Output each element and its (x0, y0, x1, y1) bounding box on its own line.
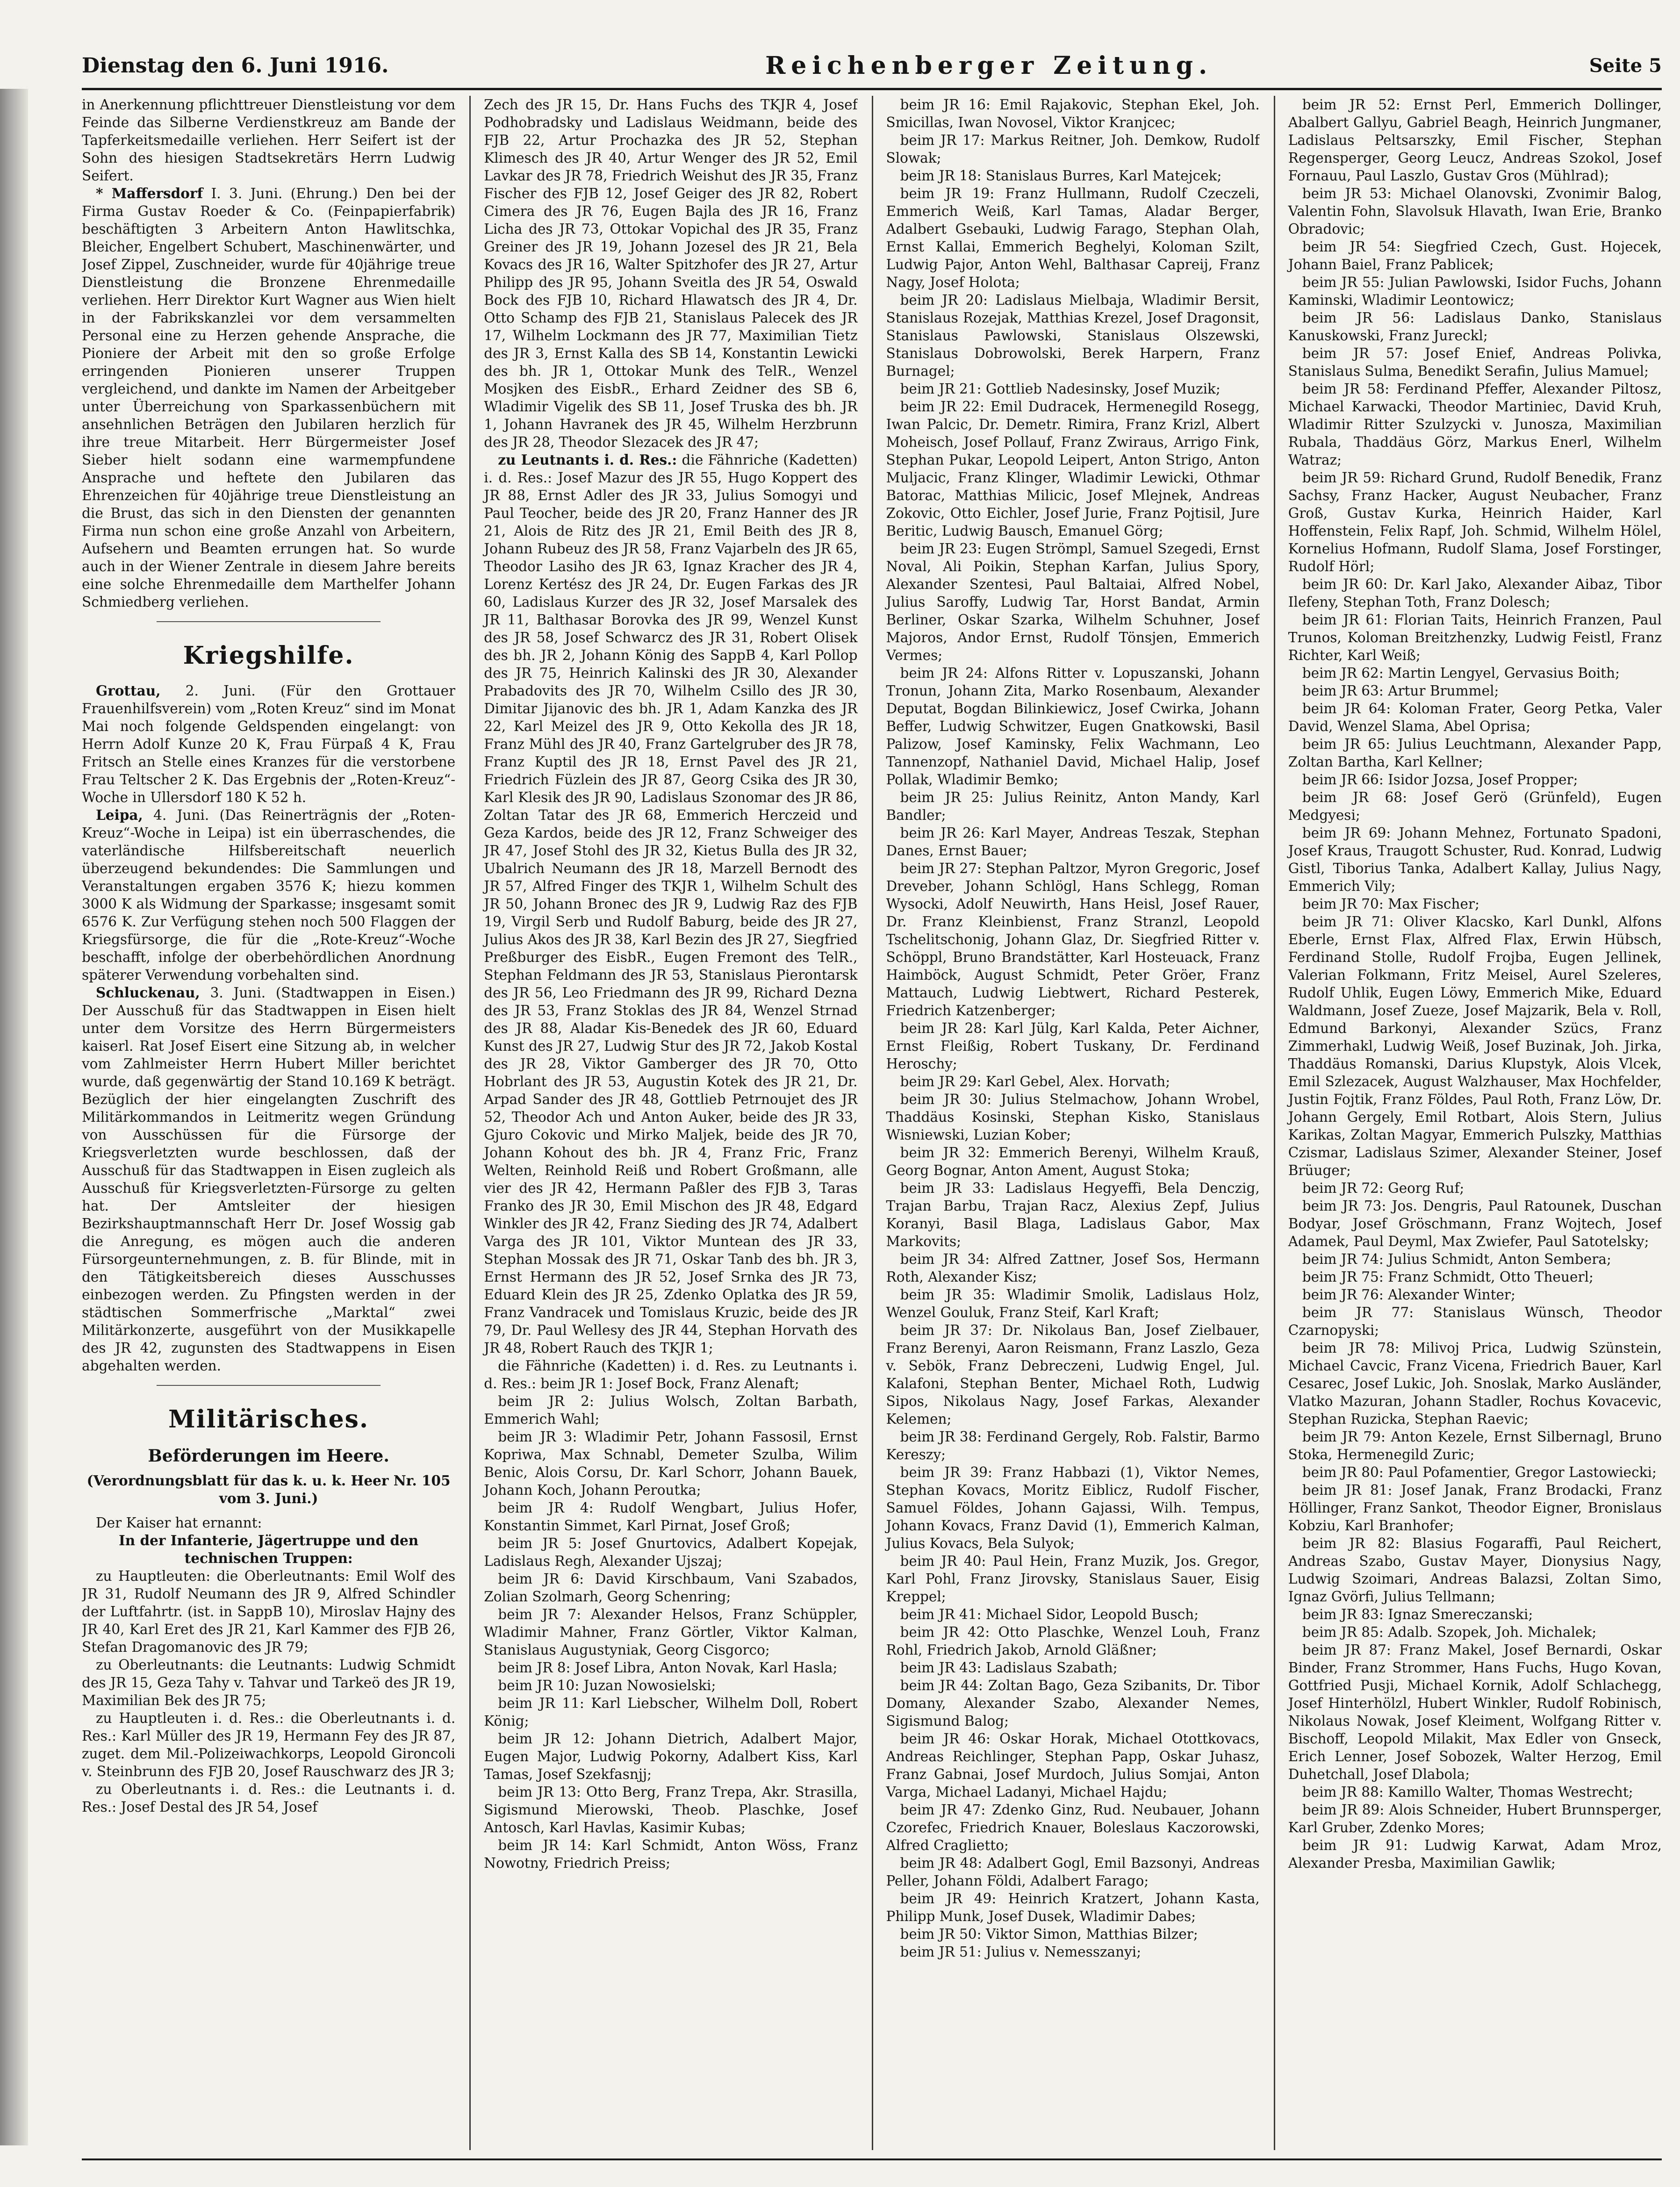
regiment-entry: beim JR 75: Franz Schmidt, Otto Theuerl; (1302, 1269, 1594, 1285)
regiment-entry: beim JR 82: Blasius Fogaraffi, Paul Reichert, Andreas Szabo, Gustav Mayer, Dionysius Nagy, Ludwig Szoimari, Andreas Balazsi, Zoltan Simo, Ignaz Gvörfi, Julius Tellmann; (1288, 1535, 1662, 1605)
regiment-entry: beim JR 28: Karl Jülg, Karl Kalda, Peter Aichner, Ernst Fleißig, Robert Tuskany, Dr. Ferdinand Heroschy; (886, 1020, 1260, 1072)
divider (157, 621, 381, 622)
regiment-entry: beim JR 43: Ladislaus Szabath; (900, 1660, 1118, 1676)
regiment-entry: beim JR 77: Stanislaus Wünsch, Theodor Czarnopyski; (1288, 1305, 1662, 1338)
verordnungsblatt-note: (Verordnungsblatt für das k. u. k. Heer Nr. 105 vom 3. Juni.) (86, 1472, 451, 1506)
regiment-entry: beim JR 10: Juzan Nowosielski; (498, 1678, 716, 1693)
regiment-entry: beim JR 73: Jos. Dengris, Paul Ratounek, Duschan Bodyar, Josef Gröschmann, Franz Wojtech, Josef Adamek, Paul Deyml, Max Zwiefer, Paul Satotelsky; (1288, 1198, 1662, 1249)
regiment-entry: beim JR 78: Milivoj Prica, Ludwig Szünstein, Michael Cavcic, Franz Vicena, Friedrich Bauer, Karl Cesarec, Josef Lukic, Joh. Snoslak, Marko Ausländer, Vlatko Mazuran, Johann Stadler, Rochus Kovacevic, Stephan Ruzicka, Stephan Raevic; (1288, 1340, 1662, 1427)
page-header (82, 44, 1662, 86)
list-hauptleute-res: zu Hauptleuten i. d. Res.: die Oberleutnants i. d. Res.: Karl Müller des JR 19, Hermann Fey des JR 87, zuget. dem Mil.-Polizeiwachkorps, Leopold Gironcoli v. Steinbrunn des FJB 20, Josef Rauschwarz des JR 3; (82, 1710, 456, 1779)
regiment-entry: beim JR 76: Alexander Winter; (1302, 1287, 1515, 1303)
regiment-list (886, 96, 1260, 1961)
regiment-entry: beim JR 32: Emmerich Berenyi, Wilhelm Krauß, Georg Bognar, Anton Ament, August Stoka; (886, 1145, 1260, 1178)
paragraph-grottau (82, 682, 455, 806)
text-leipa: 4. Juni. (Das Reinerträgnis der „Roten-Kreuz“-Woche in Leipa) ist ein überraschendes, die vaterländische Hilfsbereitschaft neuerlich überzeugend bekundendes: Die Sammlungen und Veranstaltungen ergaben 3576 K; hiezu kommen 3000 K als Widmung der Sparkasse; insgesamt somit 6576 K. Zur Verfügung stehen noch 500 Flaggen der Kriegsfürsorge, die für die „Rote-Kreuz“-Woche beschafft, infolge der oberbehördlichen Anordnung späterer Verwendung vorbehalten sind. (82, 807, 456, 983)
regiment-entry: beim JR 47: Zdenko Ginz, Rud. Neubauer, Johann Czorefec, Friedrich Knauer, Boleslaus Kaczorowski, Alfred Craglietto; (886, 1802, 1260, 1853)
list-oberleutnants: zu Oberleutnants: die Leutnants: Ludwig Schmidt des JR 15, Geza Tahy v. Tahvar und Tarkeö des JR 19, Maximilian Bek des JR 75; (82, 1657, 456, 1708)
regiment-entry: beim JR 79: Anton Kezele, Ernst Silbernagl, Bruno Stoka, Hermenegild Zuric; (1288, 1429, 1662, 1463)
regiment-entry: beim JR 44: Zoltan Bago, Geza Szibanits, Dr. Tibor Domany, Alexander Szabo, Alexander Nemes, Sigismund Balog; (886, 1678, 1260, 1729)
regiment-entry: beim JR 29: Karl Gebel, Alex. Horvath; (900, 1074, 1170, 1090)
regiment-entry: beim JR 80: Paul Pofamentier, Gregor Lastowiecki; (1302, 1464, 1657, 1480)
list-oberleutnants-res-continued: Zech des JR 15, Dr. Hans Fuchs des TKJR 4, Josef Podhobradsky und Ladislaus Weidmann, beide des FJB 22, Artur Prochazka des JR 52, Stephan Klimesch des JR 40, Artur Wenger des JR 52, Emil Lavkar des JR 78, Friedrich Weishut des JR 35, Franz Fischer des FJB 12, Josef Geiger des JR 82, Robert Cimera des JR 76, Eugen Bajla des JR 16, Franz Licha des JR 73, Ottokar Vopichal des JR 35, Franz Greiner des JR 19, Johann Jozesel des JR 21, Bela Kovacs des JR 16, Walter Spitzhofer des JR 27, Artur Philipp des JR 95, Johann Sveitla des JR 54, Oswald Bock des FJB 10, Richard Hlawatsch des JR 4, Dr. Otto Schamp des FJB 21, Stanislaus Palecek des JR 17, Wilhelm Lockmann des JR 77, Maximilian Tietz des JR 3, Ernst Kalla des SB 14, Konstantin Lewicki des bh. JR 1, Ottokar Munk des TelR., Wenzel Mosjken des EisbR., Erhard Zeidner des SB 6, Wladimir Vigelik des SB 11, Josef Truska des bh. JR 1, Johann Havranek des JR 45, Wilhelm Herzbrunn des JR 28, Theodor Slezacek des JR 47; (484, 97, 858, 450)
regiment-entry: beim JR 4: Rudolf Wengbart, Julius Hofer, Konstantin Simmet, Karl Pirnat, Josef Groß; (484, 1500, 858, 1534)
regiment-entry: beim JR 39: Franz Habbazi (1), Viktor Nemes, Stephan Kovacs, Moritz Eiblicz, Rudolf Fischer, Samuel Földes, Johann Gajassi, Wilh. Tempus, Johann Kovacs, Franz David (1), Emmerich Kalman, Julius Kovacs, Bela Sulyok; (886, 1464, 1260, 1551)
regiment-entry: beim JR 35: Wladimir Smolik, Ladislaus Holz, Wenzel Gouluk, Franz Steif, Karl Kraft; (886, 1287, 1260, 1320)
regiment-entry: beim JR 14: Karl Schmidt, Anton Wöss, Franz Nowotny, Friedrich Preiss; (484, 1837, 858, 1871)
regiment-entry: beim JR 23: Eugen Strömpl, Samuel Szegedi, Ernst Noval, Ali Poikin, Stephan Karfan, Julius Spory, Alexander Szentesi, Paul Baltaiai, Alfred Nobel, Julius Saroffy, Ludwig Tar, Horst Bandat, Armin Berliner, Oskar Szarka, Wilhelm Schuhner, Josef Majoros, Andor Ernst, Rudolf Tönsjen, Emmerich Vermes; (886, 541, 1260, 663)
regiment-entry: beim JR 65: Julius Leuchtmann, Alexander Papp, Zoltan Bartha, Karl Kellner; (1288, 736, 1662, 770)
regiment-list (1288, 96, 1662, 1872)
masthead: Reichenberger Zeitung. (765, 51, 1213, 80)
regiment-entry: beim JR 59: Richard Grund, Rudolf Benedik, Franz Sachsy, Franz Hacker, August Neubacher, Franz Groß, Gustav Kurka, Heinrich Haider, Karl Hoffenstein, Felix Rapf, Joh. Schmid, Wilhelm Hölel, Kornelius Hofmann, Rudolf Slama, Josef Forstinger, Rudolf Hörl; (1288, 470, 1662, 574)
regiment-entry: beim JR 69: Johann Mehnez, Fortunato Spadoni, Josef Kraus, Traugott Schuster, Rud. Konrad, Ludwig Gistl, Tiborius Tanka, Adalbert Kallay, Julius Nagy, Emmerich Vily; (1288, 825, 1662, 894)
column-4 (1274, 96, 1662, 2150)
text-schluckenau: 3. Juni. (Stadtwappen in Eisen.) Der Ausschuß für das Stadtwappen in Eisen hielt unter dem Vorsitze des Herrn Bürgermeisters kaiserl. Rat Josef Eisert eine Sitzung ab, in welcher vom Zahlmeister Herrn Hubert Miller berichtet wurde, daß gegenwärtig der Stand 10.169 K beträgt. Bezüglich der hier eingelangten Zuschrift des Militärkommandos in Leitmeritz wegen Gründung von Ausschüssen für die Fürsorge der Kriegsverletzten wurde beschlossen, daß der Ausschuß für das Stadtwappen in Eisen zugleich als Ausschuß für Kriegsverletzten-Fürsorge zu gelten hat. Der Amtsleiter der hiesigen Bezirkshauptmannschaft Herr Dr. Josef Wossig gab die Anregung, es mögen auch die anderen Fürsorgeunternehmungen, z. B. für Blinde, mit in den Tätigkeitsbereich dieses Ausschusses einbezogen werden. Zu Pfingsten werden in der städtischen Sommerfrische „Marktal“ zwei Militärkonzerte, ausgeführt von der Musikkapelle des JR 42, zugunsten des Stadtwappens in Eisen abgehalten werden. (82, 985, 456, 1374)
regiment-entry: beim JR 54: Siegfried Czech, Gust. Hojecek, Johann Baiel, Franz Pablicek; (1288, 239, 1662, 272)
place-maffersdorf: * Maffersdorf (96, 185, 203, 201)
regiment-entry: beim JR 21: Gottlieb Nadesinsky, Josef Muzik; (900, 381, 1221, 397)
regiment-entry: beim JR 13: Otto Berg, Franz Trepa, Akr. Strasilla, Sigismund Mierowski, Theob. Plaschke, Josef Antosch, Karl Havlas, Kasimir Kubas; (484, 1784, 858, 1836)
regiment-entry: beim JR 17: Markus Reitner, Joh. Demkow, Rudolf Slowak; (886, 132, 1260, 166)
article-columns (82, 96, 1662, 2150)
header-date: Dienstag den 6. Juni 1916. (82, 53, 389, 78)
regiment-entry: beim JR 38: Ferdinand Gergely, Rob. Falstir, Barmo Kereszy; (886, 1429, 1260, 1463)
regiment-entry: beim JR 30: Julius Stelmachow, Johann Wrobel, Thaddäus Kosinski, Stephan Kisko, Stanislaus Wisniewski, Luzian Kober; (886, 1091, 1260, 1143)
paragraph-kaiser: Der Kaiser hat ernannt: (96, 1515, 262, 1531)
regiment-entry: beim JR 42: Otto Plaschke, Wenzel Louh, Franz Rohl, Friedrich Jakob, Arnold Gläßner; (886, 1624, 1260, 1658)
column-2 (469, 96, 857, 2150)
regiment-entry: beim JR 12: Johann Dietrich, Adalbert Major, Eugen Major, Ludwig Pokorny, Adalbert Kiss, Karl Tamas, Josef Szekfasnjj; (484, 1731, 858, 1782)
place-leipa: Leipa, (96, 807, 143, 823)
footer-rule (82, 2158, 1662, 2160)
page-edge-shadow (0, 89, 28, 2145)
page-number: Seite 5 (1589, 54, 1662, 77)
regiment-entry: beim JR 37: Dr. Nikolaus Ban, Josef Zielbauer, Franz Berenyi, Aaron Reismann, Franz Laszlo, Geza v. Sebök, Franz Debreczeni, Ludwig Engel, Jul. Kalafoni, Stephan Benter, Michael Roth, Ludwig Sipos, Nikolaus Nagy, Josef Farkas, Alexander Kelemen; (886, 1322, 1260, 1427)
regiment-entry: beim JR 25: Julius Reinitz, Anton Mandy, Karl Bandler; (886, 789, 1260, 823)
regiment-entry: beim JR 57: Josef Enief, Andreas Polivka, Stanislaus Sulma, Benedikt Serafin, Julius Mamuel; (1288, 345, 1662, 379)
regiment-entry: beim JR 83: Ignaz Smereczanski; (1302, 1606, 1533, 1622)
regiment-entry: beim JR 88: Kamillo Walter, Thomas Westrecht; (1302, 1784, 1633, 1800)
heading-infanterie-text: In der Infanterie, Jägertruppe und den technischen Truppen: (119, 1532, 419, 1566)
regiment-entry: beim JR 91: Ludwig Karwat, Adam Mroz, Alexander Presba, Maximilian Gawlik; (1288, 1837, 1662, 1871)
regiment-entry: beim JR 74: Julius Schmidt, Anton Sembera; (1302, 1251, 1611, 1267)
regiment-entry: beim JR 68: Josef Gerö (Grünfeld), Eugen Medgyesi; (1288, 789, 1662, 823)
place-schluckenau: Schluckenau, (96, 984, 200, 1001)
regiment-entry: beim JR 8: Josef Libra, Anton Novak, Karl Hasla; (498, 1660, 838, 1676)
regiment-entry: beim JR 34: Alfred Zattner, Josef Sos, Hermann Roth, Alexander Kisz; (886, 1251, 1260, 1285)
heading-infanterie (82, 1532, 455, 1567)
text-grottau: 2. Juni. (Für den Grottauer Frauenhilfsverein) vom „Roten Kreuz“ sind im Monat Mai noch folgende Geldspenden eingelangt: von Herrn Adolf Kunze 20 K, Frau Fürpaß 4 K, Frau Fritsch an Stelle eines Kranzes für die verstorbene Frau Teltscher 2 K. Das Ergebnis der „Roten-Kreuz“-Woche in Ullersdorf 180 K 52 h. (82, 683, 456, 805)
regiment-entry: beim JR 5: Josef Gnurtovics, Adalbert Kopejak, Ladislaus Regh, Alexander Ujszaj; (484, 1535, 858, 1569)
regiment-entry: beim JR 40: Paul Hein, Franz Muzik, Jos. Gregor, Karl Pohl, Franz Jirovsky, Stanislaus Sauer, Eisig Kreppel; (886, 1553, 1260, 1605)
regiment-entry: beim JR 24: Alfons Ritter v. Lopuszanski, Johann Tronun, Johann Zita, Marko Rosenbaum, Alexander Deputat, Bogdan Bilinkiewicz, Josef Cwirka, Johann Beffer, Ludwig Schwitzer, Eugen Gnatkowski, Basil Palizow, Josef Kaminsky, Felix Wachmann, Leo Tannenzopf, Nathaniel David, Michael Halip, Josef Pollak, Wladimir Bemko; (886, 665, 1260, 788)
regiment-entry: beim JR 55: Julian Pawlowski, Isidor Fuchs, Johann Kaminski, Wladimir Leontowicz; (1288, 274, 1662, 308)
text-maffersdorf: I. 3. Juni. (Ehrung.) Den bei der Firma Gustav Roeder & Co. (Feinpapierfabrik) beschäftigten 3 Arbeitern Anton Hawlitschka, Bleicher, Engelbert Schubert, Maschinenwärter, und Josef Zippel, Zuschneider, wurde für 40jährige treue Dienstleistung die Bronzene Ehrenmedaille verliehen. Herr Direktor Kurt Wagner aus Wien hielt in der Fabrikskanzlei vor dem versammelten Personal eine zu Herzen gehende Ansprache, die Pioniere der Arbeit mit den so große Erfolge erringenden Pionieren unserer Truppen vergleichend, und dankte im Namen der Arbeitgeber unter Überreichung von Sparkassenbüchern mit ansehnlichen Beträgen den Jubilaren herzlich für ihre treue Mitarbeit. Herr Bürgermeister Josef Sieber hielt sodann eine warmempfundene Ansprache und heftete den Jubilaren das Ehrenzeichen für 40jährige treue Dienstleistung an die Brust, das sich in den Diensten der genannten Firma nun schon eine große Anzahl von Arbeitern, Aufsehern und Beamten errungen hat. So wurde auch in der Wiener Zentrale in diesem Jahre bereits eine solche Ehrenmedaille dem Marthelfer Johann Schmiedberg verliehen. (82, 186, 456, 610)
regiment-entry: beim JR 64: Koloman Frater, Georg Petka, Valer David, Wenzel Slama, Abel Oprisa; (1288, 701, 1662, 734)
divider (157, 1385, 381, 1386)
regiment-entry: beim JR 71: Oliver Klacsko, Karl Dunkl, Alfons Eberle, Ernst Flax, Alfred Flax, Erwin Hübsch, Ferdinand Stolle, Rudolf Frojba, Eugen Jellinek, Valerian Folkmann, Fritz Meisel, Aurel Szeleres, Rudolf Uhlik, Eugen Löwy, Emmerich Mike, Eduard Waldmann, Josef Zueze, Josef Majzarik, Bela v. Roll, Edmund Barkonyi, Alexander Szücs, Franz Zimmerhakl, Ludwig Weiß, Josef Buzinak, Joh. Jirka, Thaddäus Romanski, Darius Klupstyk, Alois Vlcek, Emil Szlezacek, August Walzhauser, Max Hochfelder, Justin Fojtik, Franz Földes, Paul Roth, Franz Löw, Dr. Johann Gergely, Emil Rotbart, Alois Stern, Julius Karikas, Zoltan Magyar, Emmerich Pulszky, Matthias Czismar, Ladislaus Szimer, Alexander Steiner, Josef Brüuger; (1288, 914, 1662, 1178)
regiment-entry: beim JR 53: Michael Olanovski, Zvonimir Balog, Valentin Fohn, Slavolsuk Hlavath, Iwan Erie, Branko Obradovic; (1288, 186, 1662, 237)
regiment-entry: beim JR 62: Martin Lengyel, Gervasius Boith; (1302, 665, 1620, 681)
regiment-entry: beim JR 16: Emil Rajakovic, Stephan Ekel, Joh. Smicillas, Iwan Novosel, Viktor Kranjcec; (886, 97, 1260, 130)
regiment-entry: beim JR 72: Georg Ruf; (1302, 1180, 1465, 1196)
regiment-entry: beim JR 85: Adalb. Szopek, Joh. Michalek; (1302, 1624, 1597, 1640)
regiment-entry: beim JR 26: Karl Mayer, Andreas Teszak, Stephan Danes, Ernst Bauer; (886, 825, 1260, 859)
regiment-entry: beim JR 61: Florian Taits, Heinrich Franzen, Paul Trunos, Koloman Breitzhenzky, Ludwig Feistl, Franz Richter, Karl Weiß; (1288, 612, 1662, 663)
regiment-entry: beim JR 81: Josef Janak, Franz Brodacki, Franz Höllinger, Franz Sankot, Theodor Eigner, Bronislaus Kobziu, Karl Branhofer; (1288, 1482, 1662, 1534)
regiment-entry: beim JR 2: Julius Wolsch, Zoltan Barbath, Emmerich Wahl; (484, 1393, 858, 1427)
section-title-kriegshilfe: Kriegshilfe. (183, 641, 354, 670)
regiment-entry: beim JR 52: Ernst Perl, Emmerich Dollinger, Abalbert Gallyu, Gabriel Beagh, Heinrich Jungmaner, Ladislaus Peltsarszky, Emil Fischer, Stephan Regensperger, Georg Leucz, Andreas Szokol, Josef Fornauu, Paul Laszlo, Gustav Gros (Mühlrad); (1288, 97, 1662, 184)
regiment-list (484, 1392, 857, 1872)
column-3 (872, 96, 1260, 2150)
regiment-entry: beim JR 27: Stephan Paltzor, Myron Gregoric, Josef Dreveber, Johann Schlögl, Hans Schlegg, Roman Wysocki, Adolf Neuwirth, Hans Heisl, Josef Rauer, Dr. Franz Kleinbienst, Franz Stranzl, Leopold Tschelitschonig, Johann Glaz, Dr. Siegfried Ritter v. Schöppl, Bruno Brandstätter, Karl Hosteuack, Franz Haimböck, August Schmidt, Peter Gröer, Franz Mattauch, Ludwig Liebtwert, Richard Pesterek, Friedrich Katzenberger; (886, 860, 1260, 1018)
paragraph-leipa (82, 806, 455, 984)
regiment-entry: beim JR 49: Heinrich Kratzert, Johann Kasta, Philipp Munk, Josef Dusek, Wladimir Dabes; (886, 1891, 1260, 1924)
paragraph-schluckenau (82, 984, 455, 1375)
heading-leutnants-res: zu Leutnants i. d. Res.: (498, 452, 677, 468)
regiment-entry: beim JR 20: Ladislaus Mielbaja, Wladimir Bersit, Stanislaus Rozejak, Matthias Krezel, Josef Dragonsit, Stanislaus Pawlowski, Stanislaus Olszewski, Stanislaus Dobrowolski, Berek Harpern, Franz Burnagel; (886, 292, 1260, 379)
paragraph-leutnants-res (484, 451, 857, 1357)
regiment-entry: beim JR 6: David Kirschbaum, Vani Szabados, Zolian Szolmarh, Georg Schenring; (484, 1571, 858, 1605)
regiment-entry: beim JR 87: Franz Makel, Josef Bernardi, Oskar Binder, Franz Strommer, Hans Fuchs, Hugo Kovan, Gottfried Pusji, Michael Kornik, Adolf Schlachegg, Josef Hinterhölzl, Hubert Winkler, Rudolf Robinisch, Nikolaus Nowak, Josef Kleiment, Wolfgang Ritter v. Bischoff, Leopold Milakit, Max Edler von Gnseck, Erich Lenner, Josef Sobozek, Walter Herzog, Emil Duhetchall, Josef Dlabola; (1288, 1642, 1662, 1782)
list-leutnants-res: die Fähnriche (Kadetten) i. d. Res.: Josef Mazur des JR 55, Hugo Koppert des JR 88, Ernst Adler des JR 33, Julius Somogyi und Paul Teocher, beide des JR 20, Franz Hanner des JR 21, Alois de Ritz des JR 21, Emil Beith des JR 8, Johann Rubeuz des JR 58, Franz Vajarbeln des JR 65, Theodor Lasiho des JR 63, Ignaz Kracher des JR 4, Lorenz Kertész des JR 24, Dr. Eugen Farkas des JR 60, Ladislaus Kurzer des JR 32, Josef Marsalek des JR 11, Balthasar Borovka des JR 99, Wenzel Kunst des JR 58, Josef Schwarcz des JR 31, Robert Olisek des bh. JR 2, Johann König des SappB 4, Karl Pollop des JR 75, Heinrich Kalinski des JR 30, Alexander Prabadovits des JR 70, Wilhelm Csillo des JR 30, Dimitar Jijanovic des bh. JR 1, Adam Kanzka des JR 22, Karl Meizel des JR 9, Otto Kekolla des JR 18, Franz Mühl des JR 40, Franz Gartelgruber des JR 78, Franz Kuptil des JR 18, Ernst Pavel des JR 21, Friedrich Füzlein des JR 87, Georg Csika des JR 30, Karl Klesik des JR 90, Ladislaus Szonomar des JR 86, Zoltan Tatar des JR 68, Emmerich Herczeid und Geza Kardos, beide des JR 12, Franz Schweiger des JR 47, Josef Stohl des JR 32, Kietus Bulla des JR 32, Ubalrich Neumann des JR 18, Marzell Bernodt des JR 57, Alfred Finger des TKJR 1, Wilhelm Schult des JR 50, Johann Bronec des JR 9, Ludwig Raz des FJB 19, Virgil Serb und Rudolf Baburg, beide des JR 27, Julius Akos des JR 38, Karl Bezin des JR 27, Siegfried Preßburger des EisbR., Eugen Fremont des TelR., Stephan Feldmann des JR 53, Stanislaus Pierontarsk des JR 56, Leo Friedmann des JR 99, Richard Dezna des JR 53, Franz Stoklas des JR 84, Wenzel Strnad des JR 88, Aladar Kis-Benedek des JR 60, Eduard Kunst des JR 27, Ludwig Stur des JR 72, Jakob Kostal des JR 28, Viktor Gamberger des JR 70, Otto Hobrlant des JR 53, Augustin Kotek des JR 21, Dr. Arpad Sander des JR 48, Gottlieb Petrnoujet des JR 52, Theodor Ach und Anton Auker, beide des JR 33, Gjuro Cokovic und Mirko Maljek, beide des JR 70, Johann Kohout des bh. JR 4, Franz Fric, Franz Welten, Reinhold Reiß und Robert Großmann, alle vier des JR 42, Hermann Paßler des FJB 3, Taras Franko des JR 30, Emil Mischon des JR 48, Edgard Winkler des JR 42, Franz Sieding des JR 74, Adalbert Varga des JR 101, Viktor Muntean des JR 33, Stephan Mossak des JR 71, Oskar Tanb des bh. JR 3, Ernst Hermann des JR 52, Josef Srnka des JR 73, Eduard Klein des JR 25, Zdenko Oplatka des JR 59, Franz Vandracek und Tomislaus Kruzic, beide des JR 79, Dr. Paul Wellesy des JR 44, Stephan Horvath des JR 48, Robert Rauch des TKJR 1; (484, 452, 858, 1356)
regiment-entry: beim JR 48: Adalbert Gogl, Emil Bazsonyi, Andreas Peller, Johann Földi, Adalbert Farago; (886, 1855, 1260, 1889)
regiment-entry: beim JR 60: Dr. Karl Jako, Alexander Aibaz, Tibor Ilefeny, Stephan Toth, Franz Dolesch; (1288, 576, 1662, 610)
regiment-entry: beim JR 22: Emil Dudracek, Hermenegild Rosegg, Iwan Palcic, Dr. Demetr. Rimira, Franz Krizl, Albert Moheisch, Josef Pollauf, Franz Zwiraus, Arrigo Fink, Stephan Pukar, Leopold Leipert, Anton Strigo, Anton Muljacic, Franz Klinger, Wladimir Lewicki, Othmar Batorac, Matthias Milicic, Josef Mlejnek, Andreas Zokovic, Otto Eichler, Josef Jurie, Franz Pojtisil, Jure Beritic, Ludwig Bausch, Emanuel Görg; (886, 399, 1260, 539)
regiment-entry: beim JR 11: Karl Liebscher, Wilhelm Doll, Robert König; (484, 1695, 858, 1729)
regiment-entry: beim JR 3: Wladimir Petr, Johann Fassosil, Ernst Kopriwa, Max Schnabl, Demeter Szulba, Wilim Benic, Alois Corsu, Dr. Karl Schorr, Johann Bauek, Johann Koch, Johann Peroutka; (484, 1429, 858, 1498)
regiment-entry: beim JR 33: Ladislaus Hegyeffi, Bela Denczig, Trajan Barbu, Trajan Racz, Alexius Zepf, Julius Koranyi, Basil Blaga, Ladislaus Gabor, Max Markovits; (886, 1180, 1260, 1249)
regiment-entry: beim JR 58: Ferdinand Pfeffer, Alexander Piltosz, Michael Karwacki, Theodor Martiniec, David Kruh, Wladimir Ritter Szulzycki v. Junosza, Maximilian Rubala, Thaddäus Görz, Markus Enerl, Wilhelm Watraz; (1288, 381, 1662, 468)
list-hauptleute: zu Hauptleuten: die Oberleutnants: Emil Wolf des JR 31, Rudolf Neumann des JR 9, Alfred Schindler der Luftfahrtr. (ist. in SappB 10), Miroslav Hajny des JR 40, Karl Eret des JR 21, Karl Kammer des FJB 26, Stefan Dragomanovic des JR 79; (82, 1568, 456, 1655)
paragraph-maffersdorf (82, 185, 455, 611)
regiment-entry: beim JR 89: Alois Schneider, Hubert Brunnsperger, Karl Gruber, Zdenko Mores; (1288, 1802, 1662, 1836)
paragraph-seifert: in Anerkennung pflichttreuer Dienstleistung vor dem Feinde das Silberne Verdienstkreuz am Bande der Tapferkeitsmedaille verliehen. Herr Seifert ist der Sohn des hiesigen Stadtsekretärs Herrn Ludwig Seifert. (82, 97, 456, 184)
place-grottau: Grottau, (96, 682, 161, 699)
column-1 (82, 96, 455, 2150)
list-oberleutnants-res: zu Oberleutnants i. d. Res.: die Leutnants i. d. Res.: Josef Destal des JR 54, Josef (82, 1781, 456, 1815)
section-title-militaerisches: Militärisches. (168, 1405, 369, 1434)
regiment-entry: beim JR 19: Franz Hullmann, Rudolf Czeczeli, Emmerich Weiß, Karl Tamas, Aladar Berger, Adalbert Gsebauki, Ludwig Farago, Stephan Olah, Ernst Kallai, Emmerich Beghelyi, Koloman Szilt, Ludwig Pajor, Anton Wehl, Balthasar Capreij, Franz Nagy, Josef Holota; (886, 186, 1260, 290)
regiment-entry: beim JR 7: Alexander Helsos, Franz Schüppler, Wladimir Mahner, Franz Görtler, Viktor Kalman, Stanislaus Augustyniak, Georg Cisgorco; (484, 1606, 858, 1658)
regiment-entry: beim JR 50: Viktor Simon, Matthias Bilzer; (900, 1926, 1198, 1942)
regiment-entry: beim JR 41: Michael Sidor, Leopold Busch; (900, 1606, 1199, 1622)
paragraph-faehnriche: die Fähnriche (Kadetten) i. d. Res. zu Leutnants i. d. Res.: beim JR 1: Josef Bock, Franz Alenaft; (484, 1358, 858, 1391)
regiment-entry: beim JR 51: Julius v. Nemesszanyi; (900, 1944, 1142, 1960)
regiment-entry: beim JR 18: Stanislaus Burres, Karl Matejcek; (900, 168, 1222, 184)
regiment-entry: beim JR 63: Artur Brummel; (1302, 683, 1499, 699)
header-rule (82, 88, 1662, 90)
regiment-entry: beim JR 46: Oskar Horak, Michael Otottkovacs, Andreas Reichlinger, Stephan Papp, Oskar Juhasz, Franz Gabnai, Josef Murdoch, Julius Somjai, Anton Varga, Michael Ladanyi, Michael Hajdu; (886, 1731, 1260, 1800)
regiment-entry: beim JR 70: Max Fischer; (1302, 896, 1480, 912)
regiment-entry: beim JR 56: Ladislaus Danko, Stanislaus Kanuskowski, Franz Jureckl; (1288, 310, 1662, 344)
subtitle-befoerderungen: Beförderungen im Heere. (148, 1446, 389, 1466)
regiment-entry: beim JR 66: Isidor Jozsa, Josef Propper; (1302, 772, 1578, 788)
